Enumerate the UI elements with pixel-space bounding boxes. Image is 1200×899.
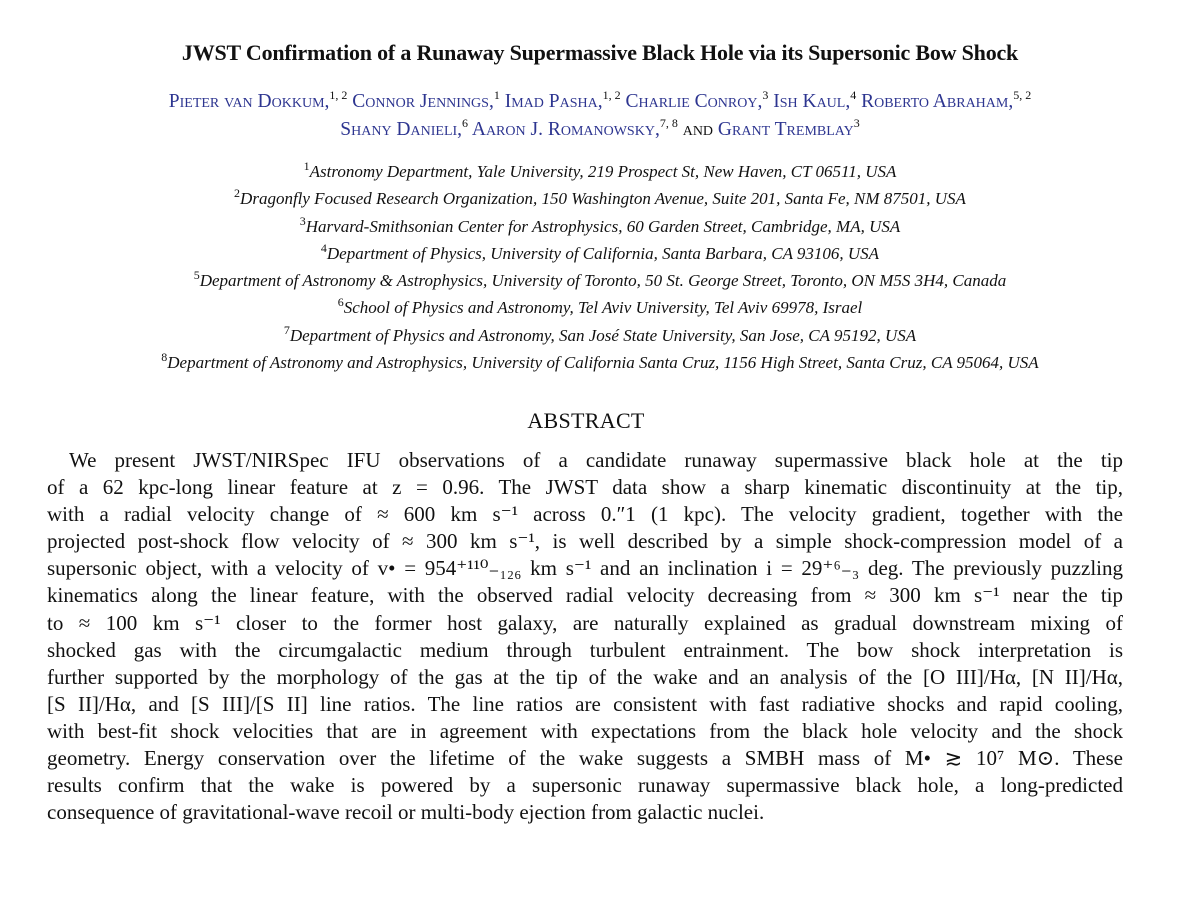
affiliation: $^7$Department of Physics and Astronomy, San José State University, San Jose, CA 95192, USA xyxy=(283,322,917,345)
author-line-1 xyxy=(0,88,1200,116)
affiliation: $^2$Dragonfly Focused Research Organization, 150 Washington Avenue, Suite 201, Santa Fe, NM 87501, USA xyxy=(234,186,966,209)
abstract-line: to ≈ 100 km s⁻¹ closer to the former host galaxy, are naturally explained as gradual downstream mixing of xyxy=(47,610,1123,635)
abstract-line: We present JWST/NIRSpec IFU observations of a candidate runaway supermassive black hole at the tip xyxy=(69,448,1123,472)
abstract-line: further supported by the morphology of the gas at the tip of the wake and an analysis of the [O III]/Hα, [N II]/Hα, xyxy=(47,664,1123,689)
abstract-heading: ABSTRACT xyxy=(527,408,645,433)
affiliation: $^8$Department of Astronomy and Astrophysics, University of California Santa Cruz, 1156 High Street, Santa Cruz, CA 95064, USA xyxy=(161,350,1039,373)
abstract-line: shocked gas with the circumgalactic medium through turbulent entrainment. The bow shock interpretation is xyxy=(47,637,1123,662)
abstract-lines xyxy=(47,447,1123,826)
author-line-2 xyxy=(0,116,1200,144)
author[interactable]: Connor Jennings,$^1$ xyxy=(352,88,500,112)
author[interactable]: Roberto Abraham,$^{5, 2}$ xyxy=(861,88,1032,112)
abstract-line: supersonic object, with a velocity of v• = 954⁺¹¹⁰₋₁₂₆ km s⁻¹ and an inclination i = 29⁺⁶₋₃ deg. The previously puzzling xyxy=(47,556,1123,581)
affiliation-list xyxy=(0,158,1200,376)
author[interactable]: Aaron J. Romanowsky,$^{7, 8}$ xyxy=(471,116,678,140)
affiliation: $^4$Department of Physics, University of California, Santa Barbara, CA 93106, USA xyxy=(320,240,880,263)
abstract-body xyxy=(47,447,1123,826)
paper-title: JWST Confirmation of a Runaway Supermassive Black Hole via its Supersonic Bow Shock xyxy=(181,40,1019,65)
author[interactable]: Charlie Conroy,$^3$ xyxy=(625,88,769,112)
abstract-line: results confirm that the wake is powered by a supersonic runaway supermassive black hole, a long-predicted xyxy=(47,773,1123,798)
abstract-line: of a 62 kpc-long linear feature at z = 0.96. The JWST data show a sharp kinematic discontinuity at the tip, xyxy=(47,475,1123,500)
abstract-line: consequence of gravitational-wave recoil or multi-body ejection from galactic nuclei. xyxy=(47,800,765,825)
affiliation: $^3$Harvard-Smithsonian Center for Astrophysics, 60 Garden Street, Cambridge, MA, USA xyxy=(299,213,901,236)
author[interactable]: Grant Tremblay$^3$ xyxy=(717,116,860,140)
affiliation: $^6$School of Physics and Astronomy, Tel Aviv University, Tel Aviv 69978, Israel xyxy=(337,295,863,318)
author[interactable]: Pieter van Dokkum,$^{1, 2}$ xyxy=(168,88,348,112)
and-word: and xyxy=(682,119,714,140)
abstract-line: with best-fit shock velocities that are in agreement with expectations from the black hole velocity and the shock xyxy=(47,718,1123,743)
author[interactable]: Ish Kaul,$^4$ xyxy=(773,88,857,112)
affiliation: $^5$Department of Astronomy & Astrophysics, University of Toronto, 50 St. George Street, Toronto, ON M5S 3H4, Canada xyxy=(193,268,1007,291)
abstract-line: kinematics along the linear feature, with the observed radial velocity decreasing from ≈ 300 km s⁻¹ near the tip xyxy=(47,583,1123,608)
abstract-line: [S II]/Hα, and [S III]/[S II] line ratios. The line ratios are consistent with fast radiative shocks and rapid cooling, xyxy=(47,691,1123,716)
abstract-line: with a radial velocity change of ≈ 600 km s⁻¹ across 0.″1 (1 kpc). The velocity gradient, together with the xyxy=(47,502,1123,527)
author-list xyxy=(0,88,1200,144)
abstract-line: geometry. Energy conservation over the lifetime of the wake suggests a SMBH mass of M• ≳ 10⁷ M⊙. These xyxy=(47,746,1123,771)
abstract-line: projected post-shock flow velocity of ≈ 300 km s⁻¹, is well described by a simple shock-compression model of a xyxy=(47,529,1123,554)
author[interactable]: Imad Pasha,$^{1, 2}$ xyxy=(504,88,621,112)
author[interactable]: Shany Danieli,$^6$ xyxy=(340,116,469,140)
affiliation: $^1$Astronomy Department, Yale University, 219 Prospect St, New Haven, CT 06511, USA xyxy=(303,159,897,181)
